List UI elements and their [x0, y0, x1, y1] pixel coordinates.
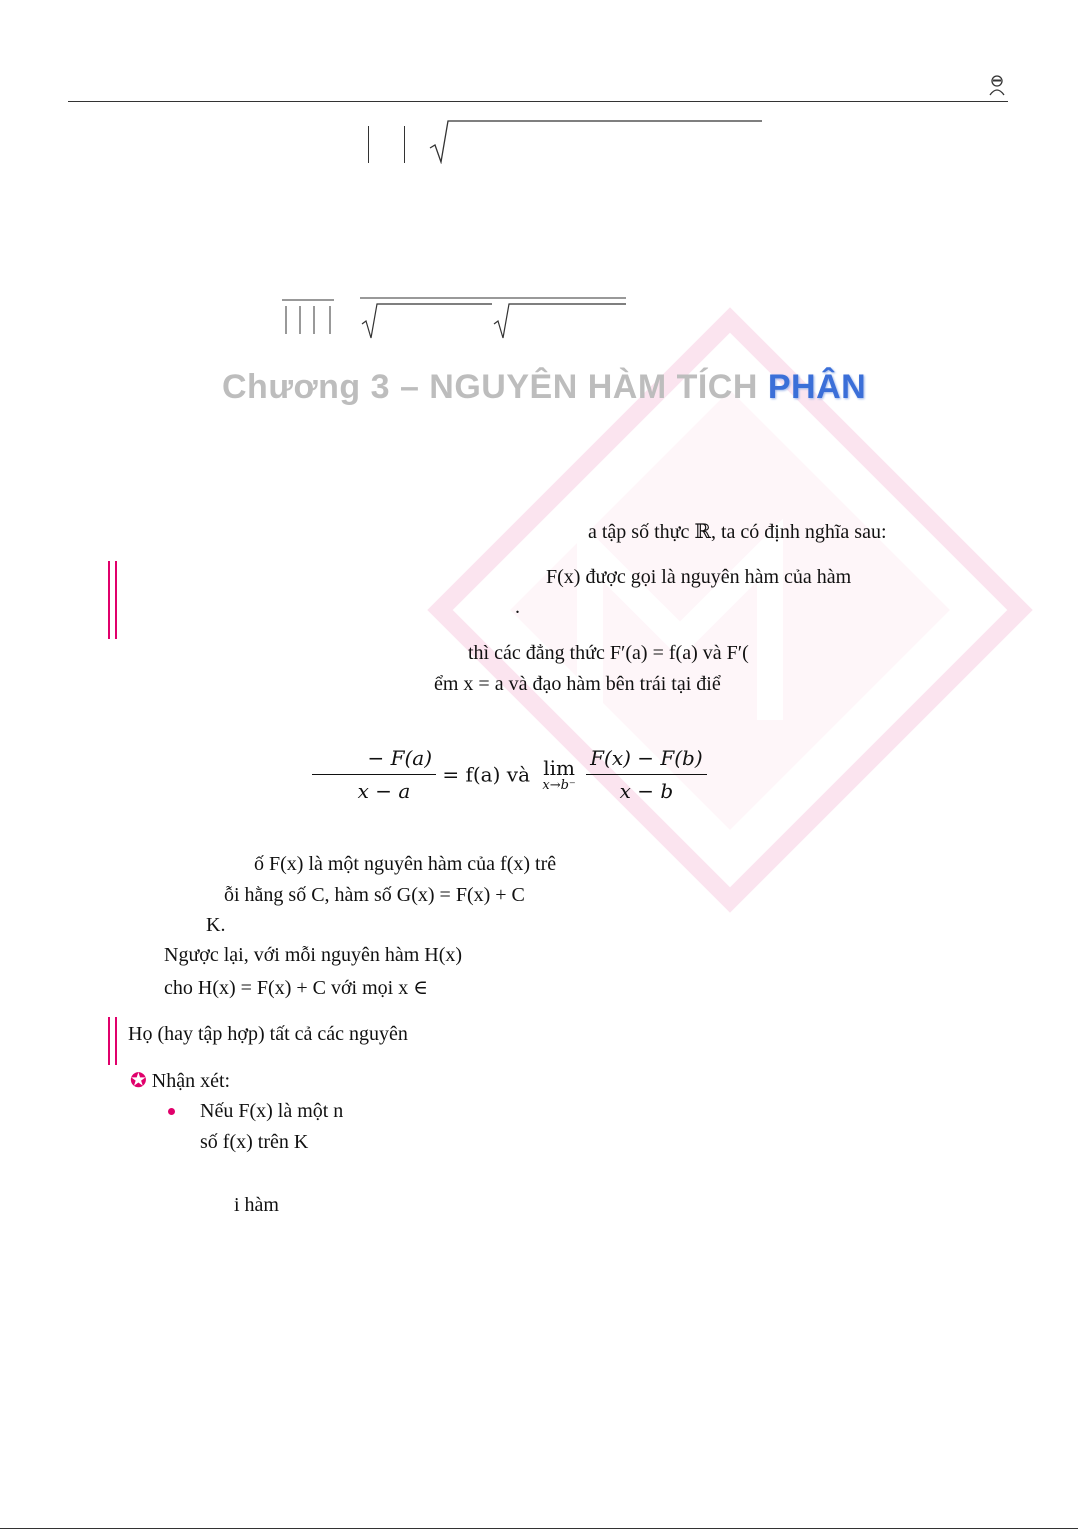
remark-heading	[130, 1068, 230, 1093]
limit-subscript: x→b⁻	[542, 778, 576, 793]
sqrt-symbol-1	[428, 118, 763, 169]
intro-line: a tập số thực ℝ, ta có định nghĩa sau:	[588, 521, 887, 543]
bullet-icon	[168, 1108, 175, 1115]
definition-line-end: .	[515, 596, 520, 618]
definition-bar-1	[108, 561, 110, 639]
limit-label: lim	[543, 756, 575, 780]
note-line-1: thì các đẳng thức F′(a) = f(a) và F′(	[468, 642, 749, 664]
right-numerator: F(x) − F(b)	[586, 746, 707, 775]
note-line-2: ểm x = a và đạo hàm bên trái tại điể	[434, 673, 721, 695]
theorem-line-3: K.	[206, 914, 226, 936]
right-fraction	[586, 746, 707, 803]
theorem-line-1: ố F(x) là một nguyên hàm của f(x) trê	[254, 853, 557, 875]
right-denominator: x − b	[619, 779, 674, 803]
chapter-title-accent: PHÂN	[767, 368, 867, 406]
limit-operator	[542, 756, 575, 793]
tail-line: i hàm	[234, 1194, 279, 1216]
header-rule	[68, 101, 1008, 102]
theorem-line-5: cho H(x) = F(x) + C với mọi x ∈	[164, 977, 429, 999]
chapter-title-prefix: Chương 3 – NGUYÊN HÀM TÍCH	[222, 368, 768, 406]
remark-line-1: Nếu F(x) là một n	[200, 1100, 344, 1122]
overline-bars	[282, 298, 342, 343]
limit-formula	[312, 746, 707, 803]
definition-line-1: F(x) được gọi là nguyên hàm của hàm	[546, 566, 852, 588]
star-icon: ✪	[130, 1070, 147, 1092]
theorem-line-4: Ngược lại, với mỗi nguyên hàm H(x)	[164, 944, 463, 966]
chapter-title	[222, 368, 866, 407]
definition-bar-2	[115, 561, 117, 639]
abs-bar-left	[368, 126, 369, 163]
left-numerator: − F(a)	[312, 746, 436, 775]
left-fraction	[312, 746, 436, 803]
left-denominator: x − a	[357, 779, 411, 803]
person-icon	[988, 74, 1006, 96]
formula-middle: = f(a) và	[442, 762, 530, 787]
family-bar-2	[115, 1017, 117, 1065]
footer-rule	[0, 1528, 1078, 1529]
theorem-line-2: ỗi hằng số C, hàm số G(x) = F(x) + C	[224, 884, 525, 906]
remark-label: Nhận xét:	[151, 1070, 231, 1092]
sqrt-symbol-2	[360, 296, 630, 347]
family-line: Họ (hay tập hợp) tất cả các nguyên	[128, 1023, 408, 1045]
remark-line-2: số f(x) trên K	[200, 1131, 309, 1153]
abs-bar-right	[404, 126, 405, 163]
family-bar-1	[108, 1017, 110, 1065]
